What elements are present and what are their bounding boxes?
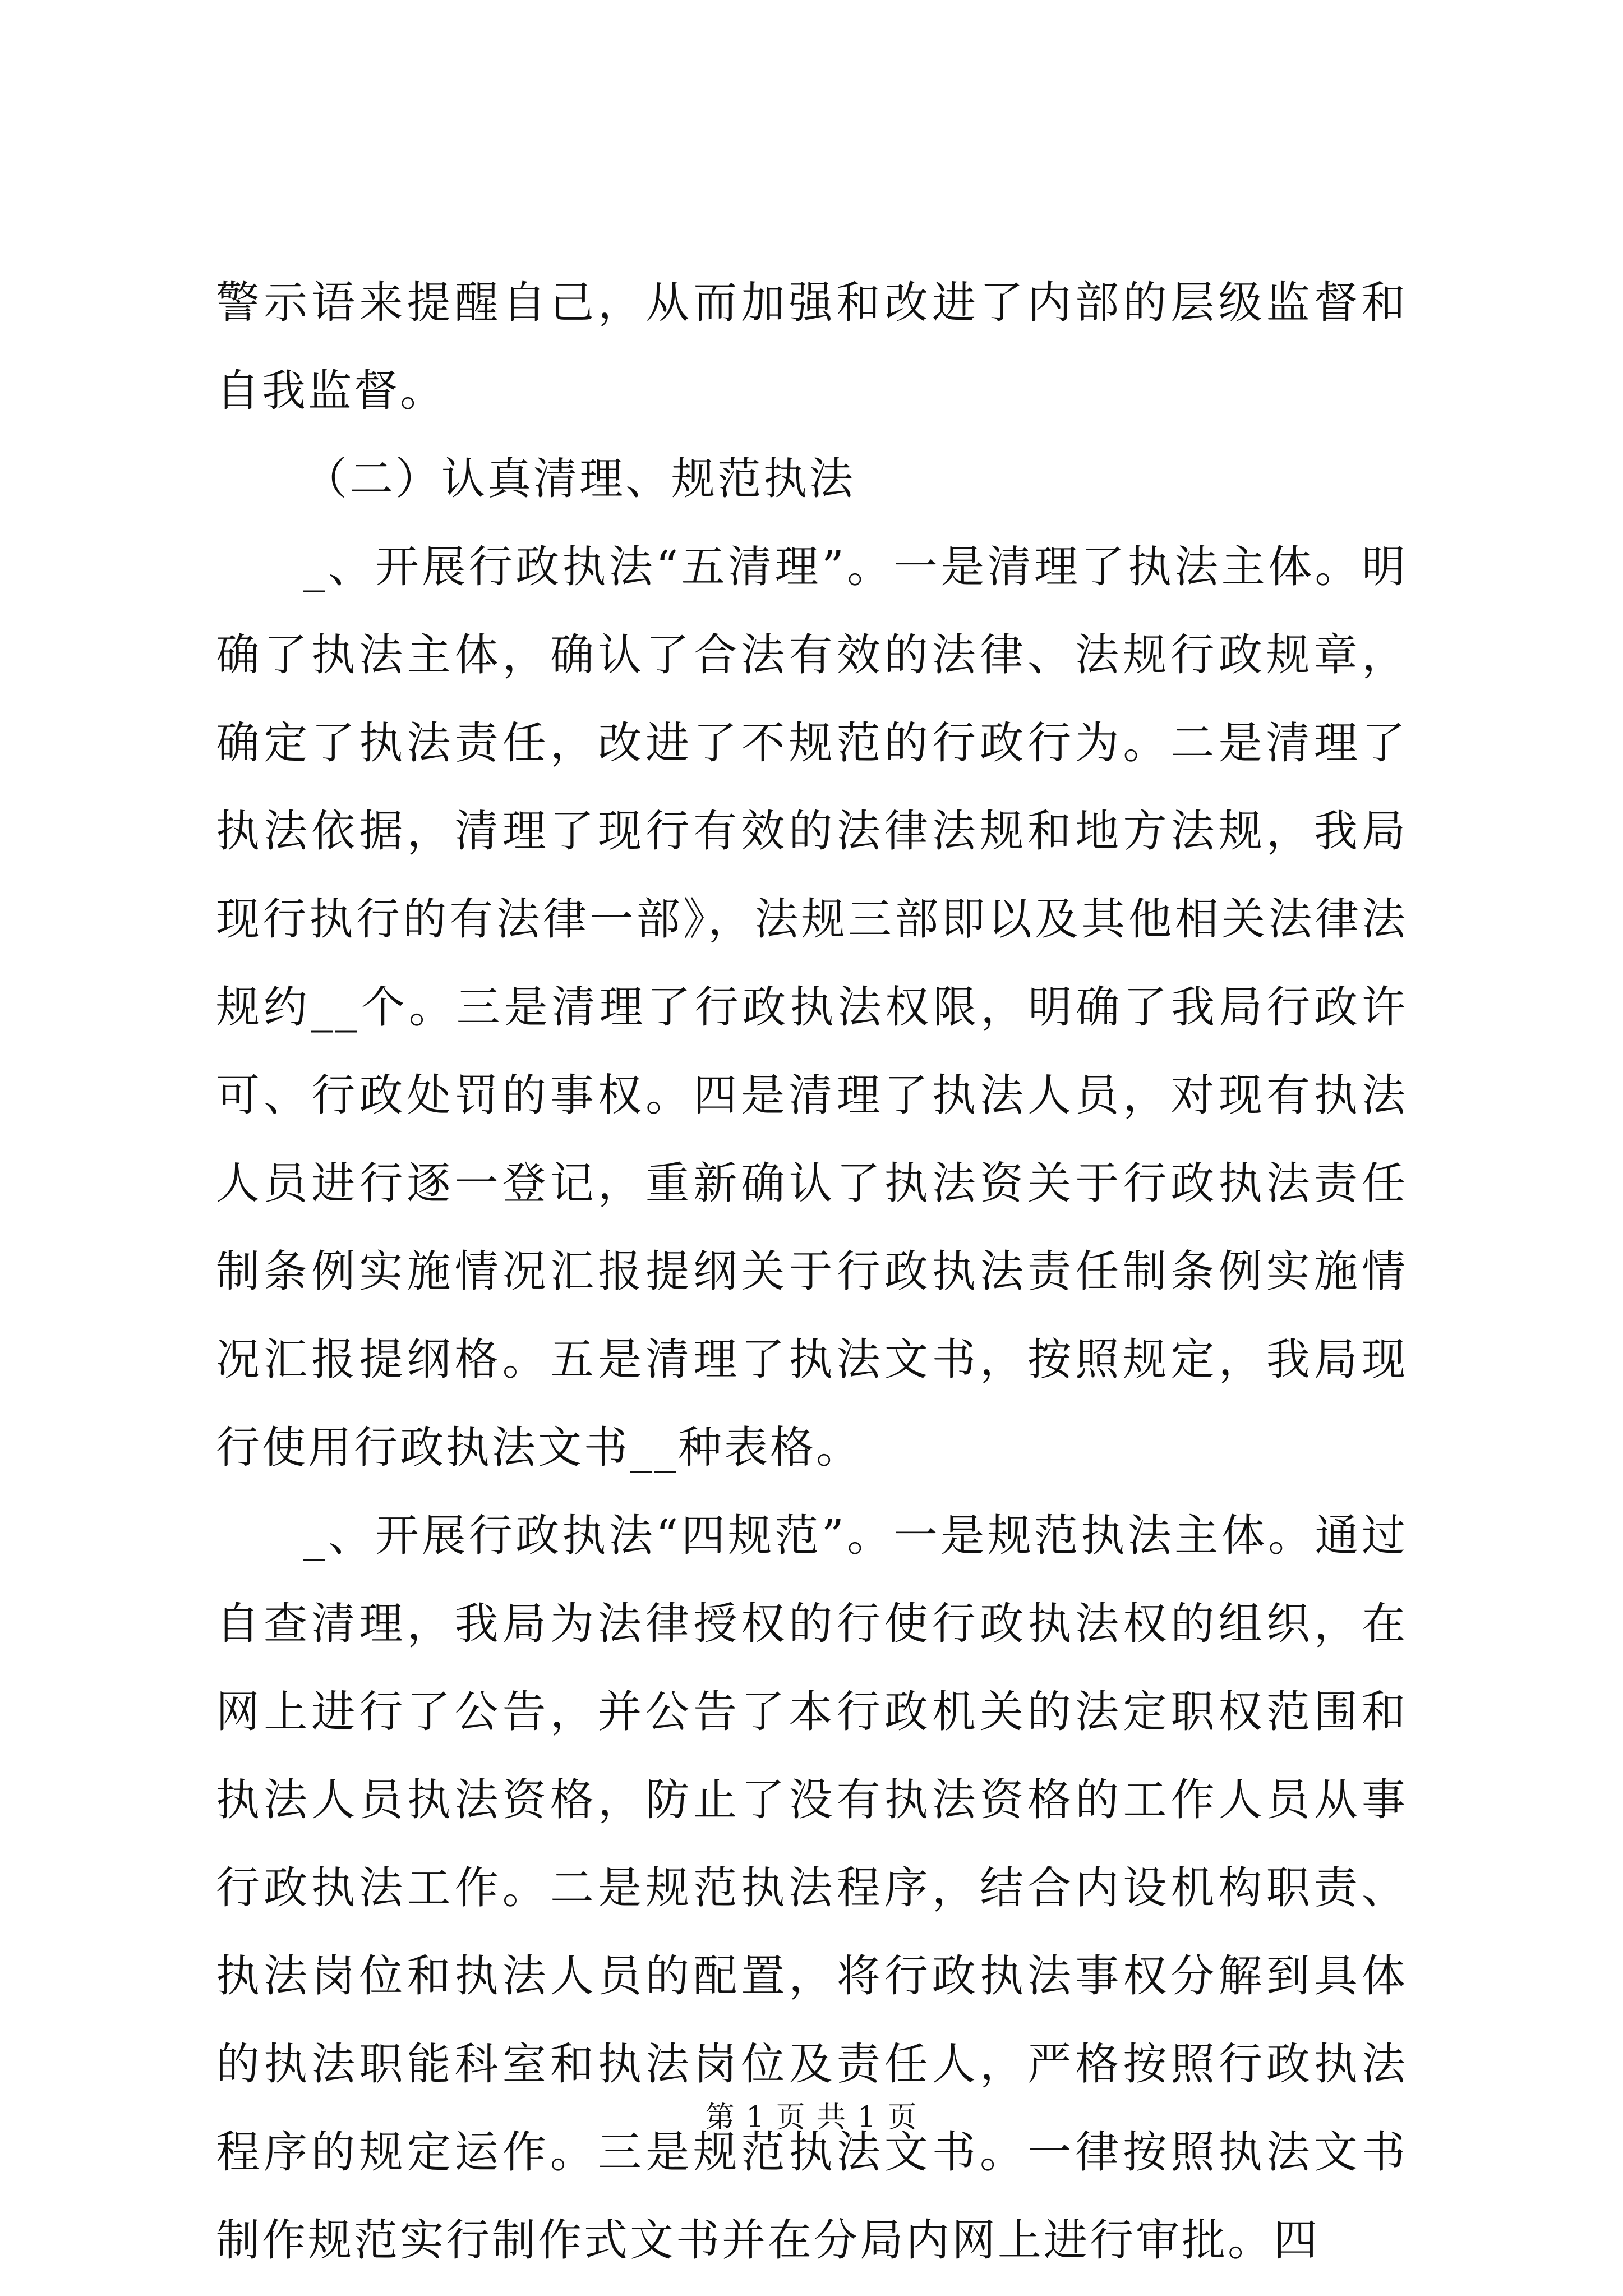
page-footer: 第 1 页 共 1 页 xyxy=(705,2101,918,2134)
document-body xyxy=(216,259,1408,2285)
section-heading: （二）认真清理、规范执法 xyxy=(303,454,856,504)
paragraph-four-standards: _、开展行政执法“四规范”。一是规范执法主体。通过自查清理，我局为法律授权的行使行政执法权的组织，在网上进行了公告，并公告了本行政机关的法定职权范围和执法人员执法资格，防止了没有执法资格的工作人员从事行政执法工作。二是规范执法程序，结合内设机构职责、执法岗位和执法人员的配置，将行政执法事权分解到具体的执法职能科室和执法岗位及责任人，严格按照行政执法程序的规定运作。三是规范执法文书。一律按照执法文书制作规范实行制作式文书并在分局内网上进行审批。四 xyxy=(216,1511,1408,2266)
paragraph-five-clearances: _、开展行政执法“五清理”。一是清理了执法主体。明确了执法主体，确认了合法有效的法律、法规行政规章，确定了执法责任，改进了不规范的行政行为。二是清理了执法依据，清理了现行有效的法律法规和地方法规，我局现行执行的有法律一部》，法规三部即以及其他相关法律法规约__个。三是清理了行政执法权限，明确了我局行政许可、行政处罚的事权。四是清理了执法人员，对现有执法人员进行逐一登记，重新确认了执法资关于行政执法责任制条例实施情况汇报提纲关于行政执法责任制条例实施情况汇报提纲格。五是清理了执法文书，按照规定，我局现行使用行政执法文书__种表格。 xyxy=(216,542,1408,1473)
paragraph-continuation: 警示语来提醒自己，从而加强和改进了内部的层级监督和自我监督。 xyxy=(216,278,1408,416)
